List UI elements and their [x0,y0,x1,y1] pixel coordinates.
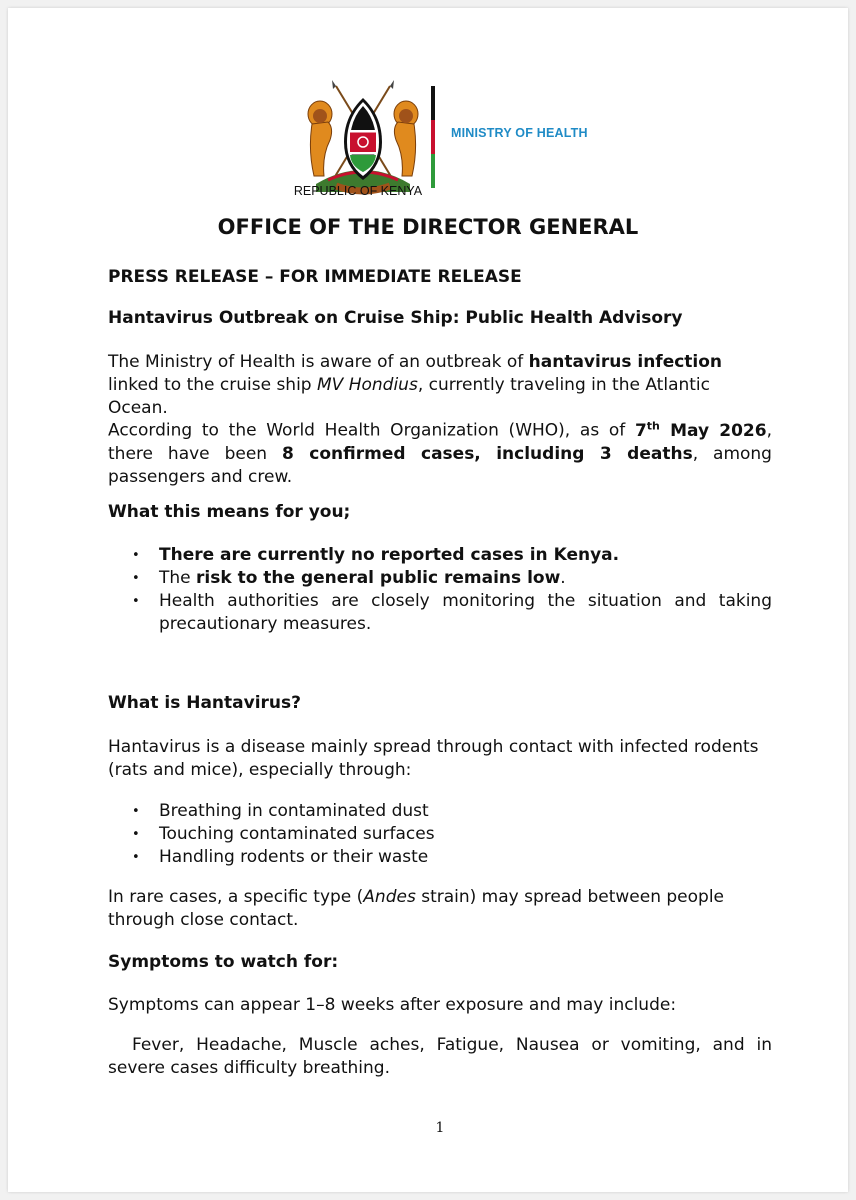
emphasis: risk to the general public remains low [196,568,561,588]
flag-stripe-red [431,120,435,154]
intro-paragraph-2 [108,414,772,489]
date-day: 7 [634,420,647,441]
bullet-icon: • [132,548,140,563]
bullet-icon: • [132,827,140,842]
spread-list [108,800,772,869]
what-is-heading: What is Hantavirus? [108,693,302,713]
list-item [108,800,772,823]
emphasis: hantavirus infection [528,352,723,372]
text: The Ministry of Health is aware of an outbreak of [108,352,529,372]
text: strain) may spread between people through close contact. [108,887,724,930]
case-count: 8 confirmed cases, including 3 deaths [282,443,693,464]
list-item [108,567,772,590]
list-item [108,823,772,846]
date-suffix: th [646,419,660,432]
list-item [108,544,772,567]
kenya-coat-of-arms-icon [298,80,428,200]
flag-stripe-black [431,86,435,120]
bullet-icon: • [132,571,140,586]
text: , among passengers and crew. [108,443,772,487]
list-item [108,846,772,869]
document-page [8,8,848,1192]
page-number: 1 [435,1120,445,1136]
flag-color-bar [431,86,435,188]
list-item-text: Breathing in contaminated dust [159,801,429,821]
text: , there have been [108,420,772,464]
symptoms-heading: Symptoms to watch for: [108,952,339,972]
crest-caption: REPUBLIC OF KENYA [293,184,423,198]
document-title: OFFICE OF THE DIRECTOR GENERAL [217,215,639,239]
list-item [108,590,772,636]
text: In rare cases, a specific type ( [108,887,364,907]
text: linked to the cruise ship [108,375,317,395]
list-item-text: There are currently no reported cases in Kenya. [159,545,620,565]
list-item-text: Touching contaminated surfaces [159,824,435,844]
rare-cases-paragraph [108,886,772,932]
text: . [560,568,566,588]
ship-name: MV Hondius [317,375,418,395]
text: , currently traveling in the Atlantic Ocean. [108,375,710,418]
release-label: PRESS RELEASE – FOR IMMEDIATE RELEASE [108,267,522,287]
date [635,421,767,441]
what-is-body: Hantavirus is a disease mainly spread through contact with infected rodents (rats and mice), especially through: [108,737,759,780]
means-list [108,544,772,636]
means-heading: What this means for you; [108,502,351,522]
symptoms-intro: Symptoms can appear 1–8 weeks after exposure and may include: [108,995,677,1015]
subject-heading: Hantavirus Outbreak on Cruise Ship: Public Health Advisory [108,308,683,328]
strain-name: Andes [363,887,416,907]
text: According to the World Health Organization (WHO), as of [108,420,635,441]
flag-stripe-green [431,154,435,188]
text: The [159,568,197,588]
list-item-text: Handling rodents or their waste [159,847,429,867]
list-item-text: Health authorities are closely monitoring the situation and taking precautionary measures. [159,591,772,634]
intro-paragraph-1 [108,351,772,420]
ministry-label: MINISTRY OF HEALTH [451,126,588,140]
bullet-icon: • [132,850,140,865]
bullet-icon: • [132,594,140,609]
date-rest: May 2026 [659,420,767,441]
bullet-icon: • [132,804,140,819]
symptoms-list: Fever, Headache, Muscle aches, Fatigue, Nausea or vomiting, and in severe cases difficulty breathing. [108,1035,772,1078]
